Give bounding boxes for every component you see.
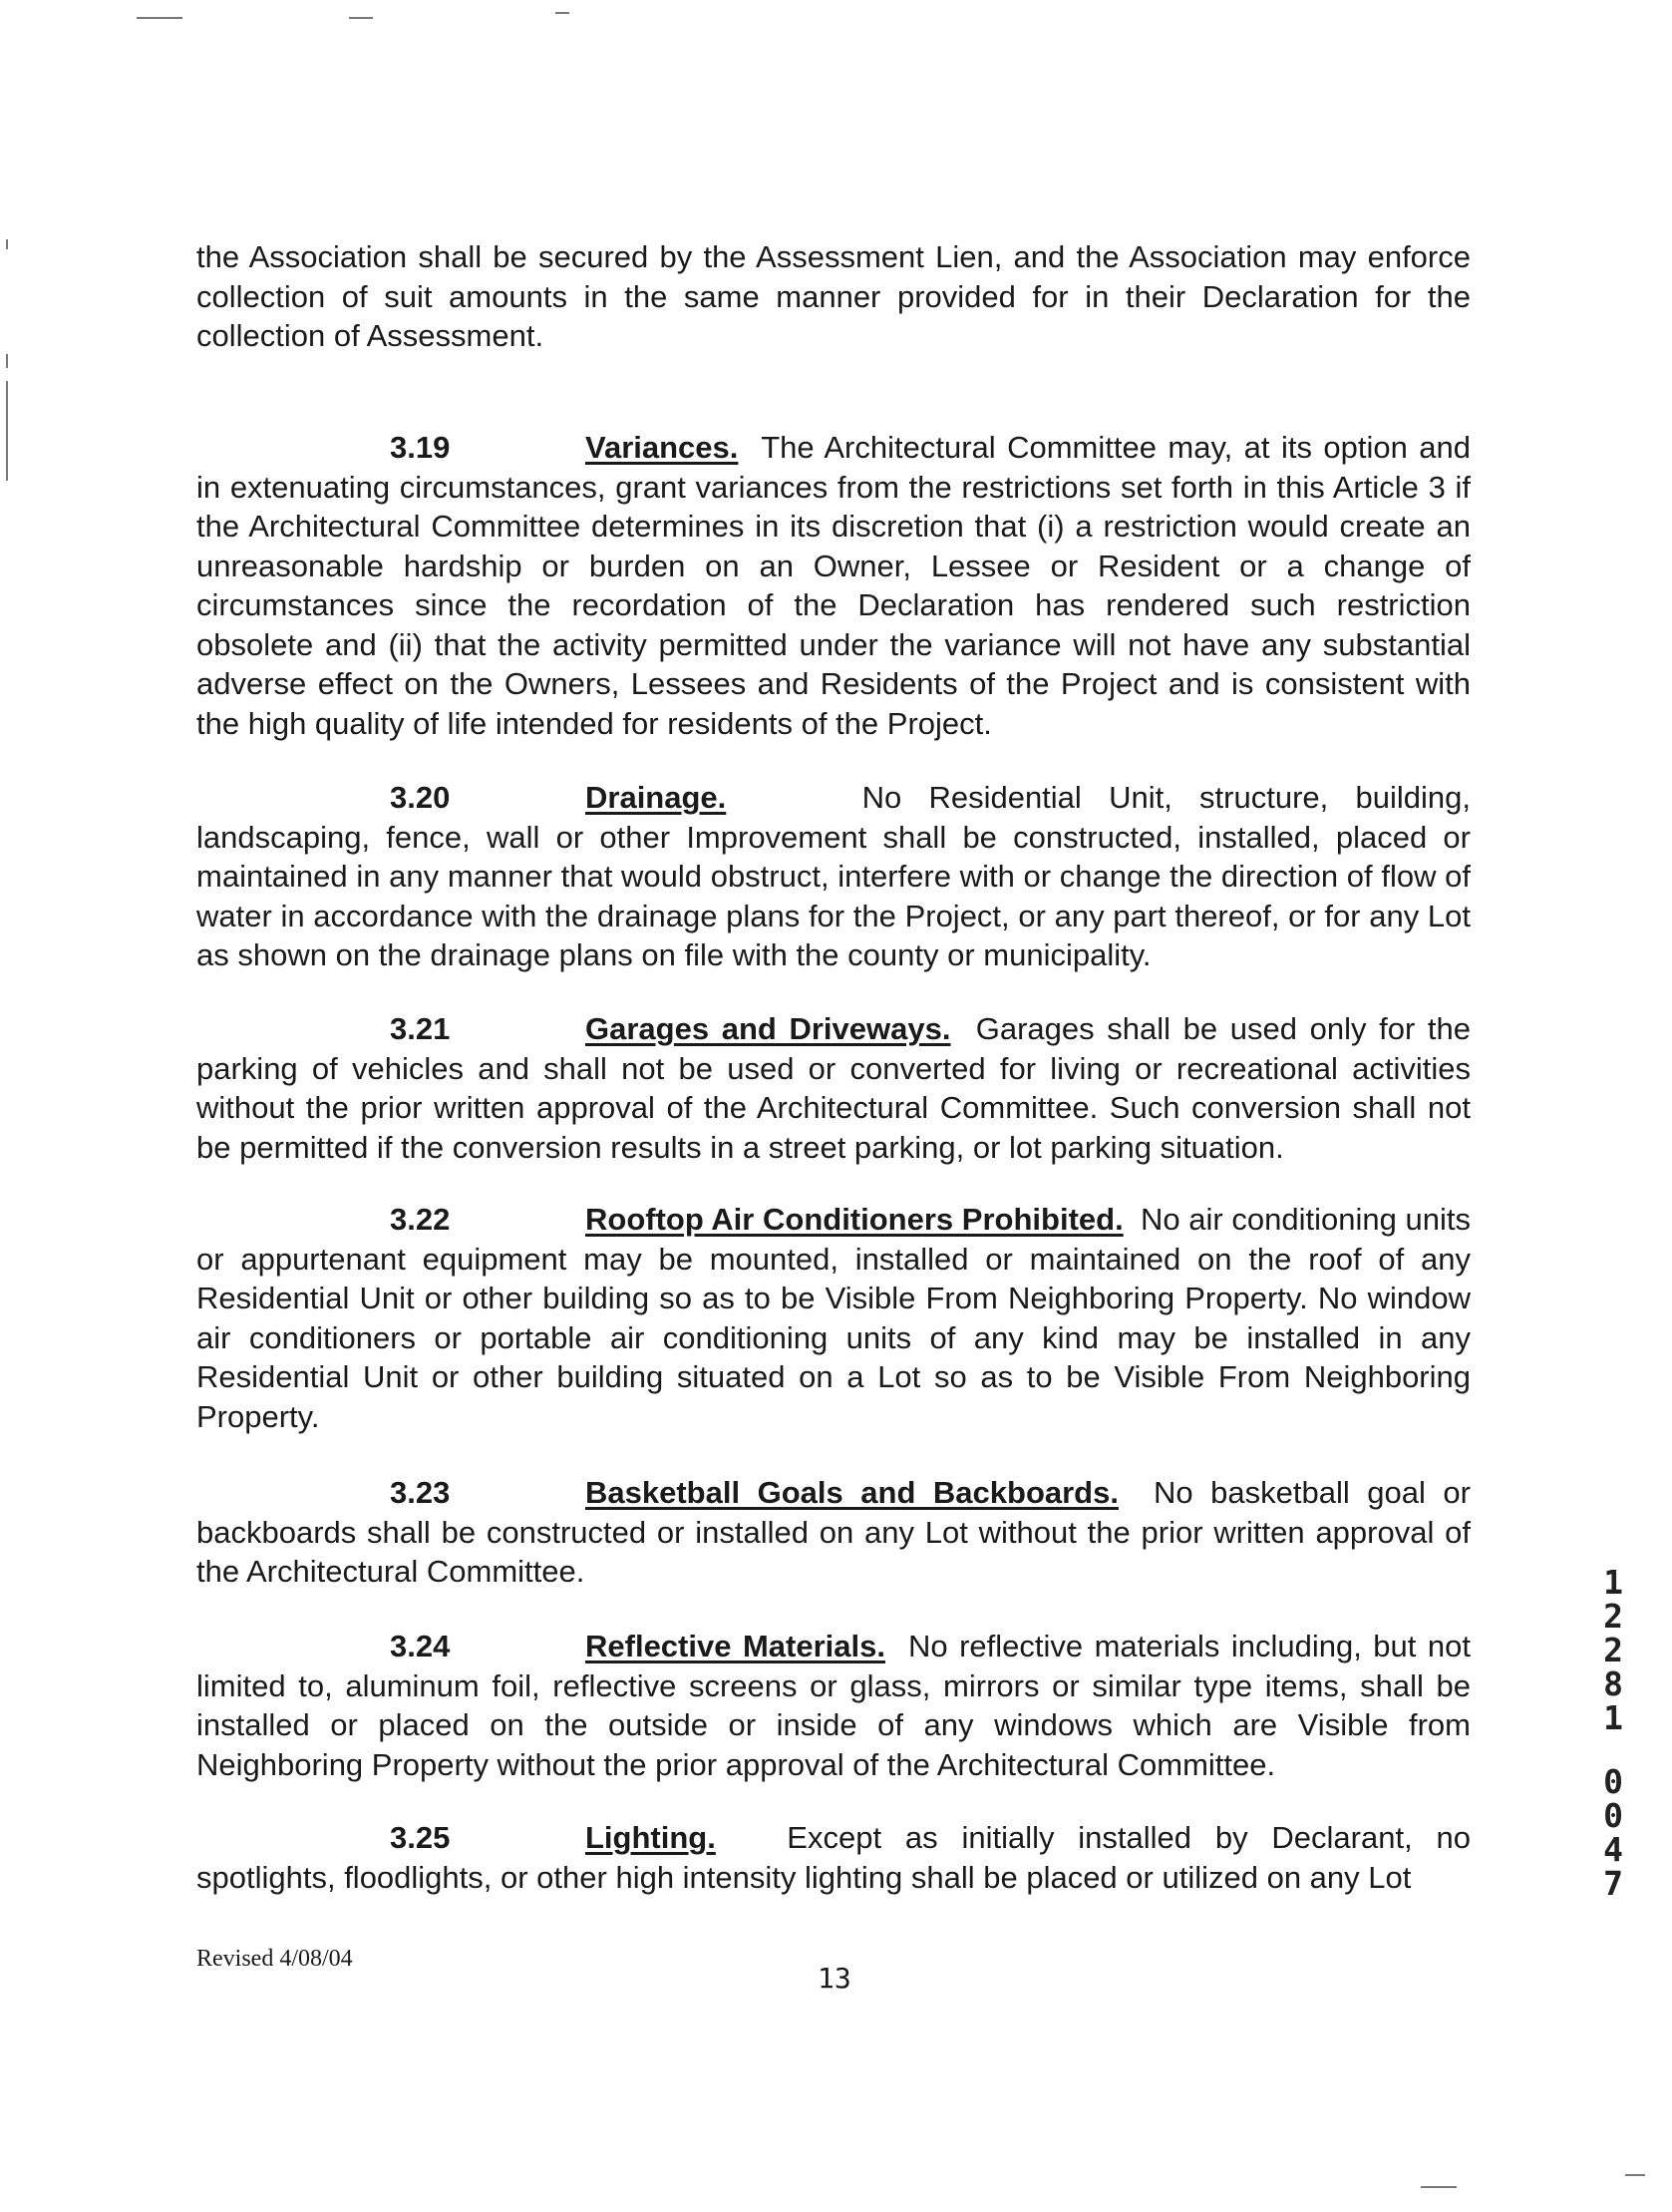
section-3-23	[196, 1473, 1471, 1592]
stamp-digit: 4	[1603, 1830, 1623, 1869]
section-heading: Garages and Driveways.	[585, 1011, 951, 1046]
section-number: 3.25	[390, 1820, 451, 1855]
section-heading: Reflective Materials.	[585, 1629, 885, 1663]
section-body: The Architectural Committee may, at its option and in extenuating circumstances, grant variances from the restrictions set forth in this Article 3 if the Architectural Committee determines in its discretion that (i) a restriction would create an unreasonable hardship or burden on an Owner, Lessee or Resident or a change of circumstances since the recordation of the Declaration has rendered such restriction obsolete and (ii) that the activity permitted under the variance will not have any substantial adverse effect on the Owners, Lessees and Residents of the Project and is consistent with the high quality of life intended for residents of the Project.	[196, 430, 1471, 741]
section-number: 3.24	[390, 1629, 451, 1663]
intro-text: the Association shall be secured by the Assessment Lien, and the Association may enforce collection of suit amounts in the same manner provided for in their Declaration for the collection of Assessment.	[196, 239, 1471, 353]
section-number: 3.23	[390, 1475, 451, 1510]
stamp-digit: 2	[1603, 1631, 1623, 1669]
scan-mark	[349, 17, 373, 19]
section-number: 3.20	[390, 780, 451, 815]
section-number: 3.22	[390, 1202, 451, 1237]
scan-mark	[137, 17, 182, 19]
section-heading: Basketball Goals and Backboards.	[585, 1475, 1119, 1510]
section-body: No Residential Unit, structure, building, landscaping, fence, wall or other Improvement shall be constructed, installed, placed or maintained in any manner that would obstruct, interfere with or change the direction of flow of water in accordance with the drainage plans for the Project, or any part thereof, or for any Lot as shown on the drainage plans on file with the county or municipality.	[196, 780, 1471, 972]
section-body: Garages shall be used only for the parking of vehicles and shall not be used or converted for living or recreational activities without the prior written approval of the Architectural Committee. Such conversion shall not be permitted if the conversion results in a street parking, or lot parking situation.	[196, 1011, 1471, 1165]
section-3-24	[196, 1627, 1471, 1784]
section-3-25	[196, 1818, 1471, 1897]
section-heading: Rooftop Air Conditioners Prohibited.	[585, 1202, 1124, 1237]
scan-mark	[1421, 2186, 1457, 2188]
section-3-21	[196, 1009, 1471, 1167]
stamp-digit: 7	[1603, 1864, 1623, 1903]
scan-mark	[6, 239, 8, 249]
section-heading: Variances.	[585, 430, 739, 465]
revised-date: Revised 4/08/04	[196, 1946, 353, 1972]
scan-mark	[1625, 2174, 1645, 2176]
stamp-digit: 1	[1603, 1563, 1623, 1602]
section-body: Except as initially installed by Declarant, no spotlights, floodlights, or other high intensity lighting shall be placed or utilized on any Lot	[196, 1820, 1471, 1895]
scan-mark	[6, 381, 8, 481]
scan-mark	[555, 12, 569, 14]
stamp-digit: 1	[1603, 1698, 1623, 1737]
scan-mark	[6, 354, 8, 368]
section-heading: Drainage.	[585, 780, 727, 815]
section-number: 3.21	[390, 1011, 451, 1046]
section-3-22	[196, 1200, 1471, 1436]
stamp-digit: 8	[1603, 1664, 1623, 1703]
recording-stamp	[1597, 1563, 1629, 1903]
section-3-19	[196, 428, 1471, 743]
page-number: 13	[818, 1962, 851, 1995]
section-body: No basketball goal or backboards shall be constructed or installed on any Lot without the prior written approval of the Architectural Committee.	[196, 1475, 1471, 1589]
stamp-digit: 0	[1603, 1796, 1623, 1835]
section-number: 3.19	[390, 430, 451, 465]
intro-paragraph	[196, 237, 1471, 356]
section-body: No air conditioning units or appurtenant equipment may be mounted, installed or maintained on the roof of any Residential Unit or other building so as to be Visible From Neighboring Property. No window air conditioners or portable air conditioning units of any kind may be installed in any Residential Unit or other building situated on a Lot so as to be Visible From Neighboring Property.	[196, 1202, 1471, 1434]
section-body: No reflective materials including, but not limited to, aluminum foil, reflective screens or glass, mirrors or similar type items, shall be installed or placed on the outside or inside of any windows which are Visible from Neighboring Property without the prior approval of the Architectural Committee.	[196, 1629, 1471, 1782]
section-heading: Lighting.	[585, 1820, 716, 1855]
section-3-20	[196, 778, 1471, 975]
stamp-digit: 2	[1603, 1597, 1623, 1636]
stamp-digit: 0	[1603, 1762, 1623, 1801]
stamp-gap	[1597, 1735, 1629, 1765]
